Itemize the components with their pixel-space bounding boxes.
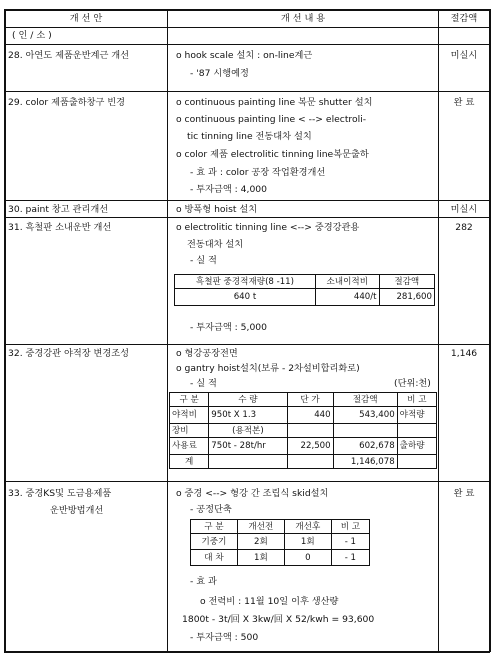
row-divider: [4, 217, 490, 218]
row-amount: 282: [455, 222, 473, 233]
row-line: o 방폭형 hoist 설치: [176, 204, 258, 215]
table-cell: 0: [284, 550, 331, 566]
table-cell: 2회: [237, 534, 284, 550]
row-amount: 미실시: [450, 50, 478, 61]
bottom-border: [4, 651, 490, 653]
table-cell: 22,500: [287, 438, 333, 455]
table-cell: 대 차: [191, 550, 238, 566]
row-line: o continuous painting line < --> electroli-: [176, 114, 367, 125]
table-cell: 543,400: [333, 407, 397, 424]
section-label: ( 인 / 소 ): [12, 30, 52, 41]
table-cell: 사용료: [170, 438, 209, 455]
row-title: 32. 중경강관 야적장 변경조성: [8, 348, 129, 359]
table-cell: 440: [287, 407, 333, 424]
table-cell: 1,146,078: [333, 455, 397, 469]
table-header: 절감액: [333, 393, 397, 407]
row-line: 1800t - 3t/回 X 3kw/回 X 52/kwh = 93,600: [182, 614, 375, 625]
table-cell: 750t - 28t/hr: [209, 438, 287, 455]
row-amount: 1,146: [450, 348, 478, 359]
row-line: 전동대차 설치: [187, 239, 244, 250]
table-header: 개선후: [284, 520, 331, 534]
row-line: o continuous painting line 복문 shutter 설치: [176, 97, 373, 108]
row-line: - 실 적: [190, 255, 217, 266]
row-line: - 투자금액 : 500: [190, 632, 259, 643]
header-col-saving: 절감액: [450, 13, 478, 24]
table-header: 소내이적비: [315, 275, 379, 289]
table-cell: [209, 455, 287, 469]
row-line: - '87 시행예정: [190, 68, 249, 79]
process-table: [190, 519, 370, 566]
table-cell: 281,600: [379, 289, 434, 306]
row-line: - 효 과 : color 공장 작업환경개선: [190, 167, 326, 178]
table-cell: 기중기: [191, 534, 238, 550]
table-header: 개선전: [237, 520, 284, 534]
row-line: - 공정단축: [190, 504, 232, 515]
top-border: [4, 9, 490, 11]
table-cell: [397, 455, 436, 469]
row-line: - 투자금액 : 5,000: [190, 322, 267, 333]
row-title: 29. color 제품출하창구 빈경: [8, 97, 125, 108]
savings-table: [169, 392, 437, 469]
row-line: o 형강공장전면: [176, 348, 238, 359]
row-line: o 중경 <--> 형강 간 조립식 skid설치: [176, 488, 329, 499]
row-title: 28. 아연도 제품운반계근 개선: [8, 50, 129, 61]
row-amount: 미실시: [450, 204, 478, 215]
table-cell: 950t X 1.3: [209, 407, 287, 424]
table-header: 비 고: [331, 520, 369, 534]
savings-table: [174, 274, 435, 306]
row-title: 30. paint 창고 관리개선: [8, 204, 109, 215]
row-title-cont: 운반방법개선: [50, 505, 104, 516]
row-line: - 효 과: [190, 576, 217, 587]
header-divider: [4, 27, 490, 28]
right-border: [489, 9, 491, 652]
table-header: 흑철판 중경적재량(8 -11): [175, 275, 316, 289]
table-cell: 장비: [170, 424, 209, 438]
column-divider: [167, 9, 168, 652]
section-divider: [4, 44, 490, 45]
table-header: 구 분: [170, 393, 209, 407]
table-cell: 1회: [284, 534, 331, 550]
header-col-proposal: 개 선 안: [69, 13, 103, 24]
row-amount: 완 료: [453, 488, 475, 499]
row-line: o 전력비 : 11월 10일 이후 생산량: [200, 596, 339, 607]
row-divider: [4, 481, 490, 482]
table-cell: [333, 424, 397, 438]
table-cell: 계: [170, 455, 209, 469]
row-divider: [4, 344, 490, 345]
left-border: [4, 9, 6, 652]
row-line: o color 제품 electrolitic tinning line복문출하: [176, 149, 369, 160]
table-cell: 602,678: [333, 438, 397, 455]
row-amount: 완 료: [453, 97, 475, 108]
row-divider: [4, 91, 490, 92]
table-cell: 야적량: [397, 407, 436, 424]
unit-note: (단위:천): [394, 378, 431, 389]
row-divider: [4, 200, 490, 201]
row-line: o electrolitic tinning line <--> 중경강관용: [176, 222, 360, 233]
table-cell: 1회: [237, 550, 284, 566]
table-header: 절감액: [379, 275, 434, 289]
table-cell: (용적본): [209, 424, 287, 438]
row-title: 33. 중경KS및 도금용제품: [8, 488, 112, 499]
table-header: 구 분: [191, 520, 238, 534]
table-header: 수 량: [209, 393, 287, 407]
table-cell: [287, 455, 333, 469]
row-line: - 투자금액 : 4,000: [190, 184, 267, 195]
table-header: 단 가: [287, 393, 333, 407]
row-line: tic tinning line 전동대차 설치: [187, 131, 312, 142]
row-line: - 실 적: [190, 378, 217, 389]
table-cell: 야적비: [170, 407, 209, 424]
row-title: 31. 흑철판 소내운반 개선: [8, 222, 112, 233]
table-cell: [397, 424, 436, 438]
table-cell: [287, 424, 333, 438]
table-cell: 출하량: [397, 438, 436, 455]
table-cell: - 1: [331, 534, 369, 550]
header-col-content: 개 선 내 용: [280, 13, 326, 24]
table-cell: 440/t: [315, 289, 379, 306]
row-line: o hook scale 설치 : on-line계근: [176, 50, 313, 61]
row-line: o gantry hoist설치(보류 - 2차설비합리화로): [176, 363, 360, 374]
table-cell: 640 t: [175, 289, 316, 306]
table-cell: - 1: [331, 550, 369, 566]
table-header: 비 고: [397, 393, 436, 407]
